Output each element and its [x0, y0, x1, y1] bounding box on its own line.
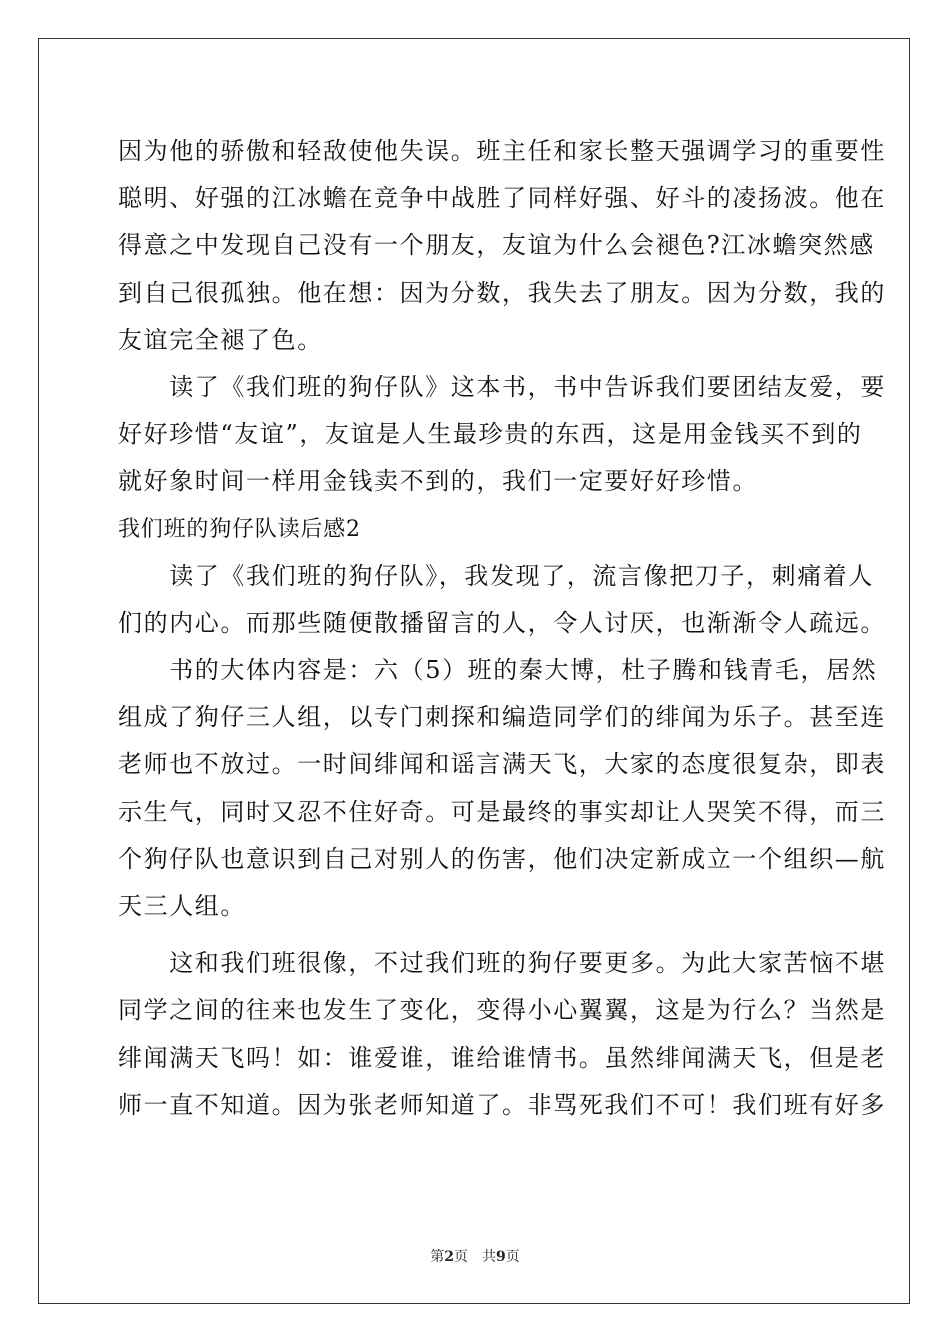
text-line: 天三人组。 — [118, 892, 246, 920]
text-line: 到自己很孤独。他在想：因为分数，我失去了朋友。因为分数，我的 — [118, 278, 886, 307]
page-footer — [0, 1246, 950, 1266]
text-line: 师一直不知道。因为张老师知道了。非骂死我们不可！我们班有好多 — [118, 1090, 886, 1119]
text-line: 读了《我们班的狗仔队》，我发现了，流言像把刀子，刺痛着人 — [118, 561, 874, 590]
text-line: 好好珍惜“友谊”，友谊是人生最珍贵的东西，这是用金钱买不到的 — [118, 420, 863, 449]
text-line: 同学之间的往来也发生了变化，变得小心翼翼，这是为行么？当然是 — [118, 996, 886, 1025]
text-line: 就好象时间一样用金钱卖不到的，我们一定要好好珍惜。 — [118, 467, 758, 496]
text-line: 书的大体内容是：六（5）班的秦大博，杜子腾和钱青毛，居然 — [118, 656, 878, 685]
section-heading: 我们班的狗仔队读后感2 — [118, 516, 361, 542]
text-line: 示生气，同时又忍不住好奇。可是最终的事实却让人哭笑不得，而三 — [118, 797, 886, 826]
footer-suffix: 页 — [505, 1249, 520, 1265]
text-line: 个狗仔队也意识到自己对别人的伤害，他们决定新成立一个组织—航 — [118, 844, 886, 873]
text-line: 读了《我们班的狗仔队》这本书，书中告诉我们要团结友爱，要 — [118, 372, 886, 401]
document-body — [118, 128, 886, 1129]
text-line: 这和我们班很像，不过我们班的狗仔要更多。为此大家苦恼不堪 — [118, 949, 886, 978]
total-page-number: 9 — [496, 1249, 506, 1265]
text-line: 因为他的骄傲和轻敌使他失误。班主任和家长整天强调学习的重要性 — [118, 137, 886, 165]
footer-prefix: 第 — [430, 1249, 445, 1265]
text-line: 聪明、好强的江冰蟾在竞争中战胜了同样好强、好斗的凌扬波。他在 — [118, 184, 886, 213]
text-line: 友谊完全褪了色。 — [118, 325, 323, 354]
current-page-number: 2 — [444, 1249, 454, 1265]
text-line: 绯闻满天飞吗！如：谁爱谁，谁给谁情书。虽然绯闻满天飞，但是老 — [118, 1043, 886, 1072]
footer-middle: 页 共 — [454, 1249, 496, 1265]
text-line: 老师也不放过。一时间绯闻和谣言满天飞，大家的态度很复杂，即表 — [118, 750, 886, 779]
text-line: 组成了狗仔三人组，以专门刺探和编造同学们的绯闻为乐子。甚至连 — [118, 703, 886, 732]
text-line: 得意之中发现自己没有一个朋友，友谊为什么会褪色?江冰蟾突然感 — [118, 231, 875, 260]
paragraph-gap — [118, 930, 838, 940]
text-line: 们的内心。而那些随便散播留言的人，令人讨厌，也渐渐令人疏远。 — [118, 608, 886, 637]
